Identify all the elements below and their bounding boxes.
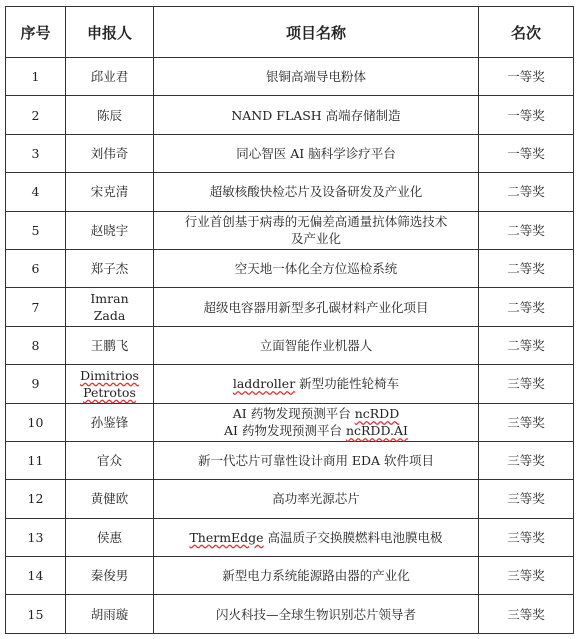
cell-no: 3 <box>6 134 66 172</box>
cell-project: 立面智能作业机器人 <box>154 326 479 364</box>
project-name-part: AI 药物发现预测平台 <box>232 406 355 422</box>
table-row <box>6 288 574 326</box>
cell-applicant: 邱业君 <box>66 58 154 96</box>
cell-rank: 三等奖 <box>479 595 574 633</box>
cell-rank: 一等奖 <box>479 134 574 172</box>
cell-rank: 三等奖 <box>479 403 574 441</box>
cell-no: 2 <box>6 96 66 134</box>
project-line: 及产业化 <box>290 231 341 247</box>
cell-project: 同心智医 AI 脑科学诊疗平台 <box>154 134 479 172</box>
table-row <box>6 211 574 249</box>
cell-rank: 三等奖 <box>479 365 574 403</box>
cell-applicant: 郑子杰 <box>66 249 154 287</box>
cell-rank: 三等奖 <box>479 441 574 479</box>
cell-project: 超级电容器用新型多孔碳材料产业化项目 <box>154 288 479 326</box>
cell-no: 9 <box>6 365 66 403</box>
applicant-line: Imran <box>90 291 129 307</box>
cell-no: 14 <box>6 557 66 595</box>
cell-applicant: 秦俊男 <box>66 557 154 595</box>
header-row <box>6 7 574 58</box>
cell-project <box>154 403 479 441</box>
cell-applicant: 侯惠 <box>66 518 154 556</box>
table-row <box>6 595 574 633</box>
project-name-part: 新型功能性轮椅车 <box>295 376 400 392</box>
award-table <box>5 6 574 634</box>
header-project: 项目名称 <box>154 7 479 58</box>
cell-no: 13 <box>6 518 66 556</box>
cell-rank: 一等奖 <box>479 58 574 96</box>
cell-project <box>154 211 479 249</box>
cell-applicant: 孙鉴锋 <box>66 403 154 441</box>
table-row <box>6 58 574 96</box>
header-rank: 名次 <box>479 7 574 58</box>
cell-rank: 二等奖 <box>479 288 574 326</box>
table-row <box>6 249 574 287</box>
cell-rank: 三等奖 <box>479 480 574 518</box>
project-name-part: laddroller <box>232 376 296 392</box>
cell-applicant: 黄健欧 <box>66 480 154 518</box>
cell-no: 1 <box>6 58 66 96</box>
cell-rank: 三等奖 <box>479 557 574 595</box>
project-line: 行业首创基于病毒的无偏差高通量抗体筛选技术 <box>184 214 448 230</box>
project-name-part: 高温质子交换膜燃料电池膜电极 <box>263 529 443 545</box>
project-name-part: AI 药物发现预测平台 <box>224 423 346 439</box>
cell-applicant <box>66 288 154 326</box>
cell-no: 4 <box>6 173 66 211</box>
table-row <box>6 134 574 172</box>
table-row <box>6 326 574 364</box>
cell-no: 7 <box>6 288 66 326</box>
project-name-part: ncRDD.AI <box>345 423 408 439</box>
cell-rank: 二等奖 <box>479 173 574 211</box>
table-row <box>6 403 574 441</box>
cell-applicant: 宋克清 <box>66 173 154 211</box>
cell-applicant: 官众 <box>66 441 154 479</box>
project-name-part: ThermEdge <box>189 529 264 545</box>
project-name-part: ncRDD <box>354 406 400 422</box>
cell-no: 5 <box>6 211 66 249</box>
table-row <box>6 96 574 134</box>
table-row <box>6 441 574 479</box>
table-row <box>6 480 574 518</box>
cell-no: 6 <box>6 249 66 287</box>
cell-applicant: 胡雨璇 <box>66 595 154 633</box>
cell-project <box>154 518 479 556</box>
cell-no: 8 <box>6 326 66 364</box>
cell-project: 超敏核酸快检芯片及设备研发及产业化 <box>154 173 479 211</box>
cell-no: 12 <box>6 480 66 518</box>
cell-project <box>154 365 479 403</box>
cell-project: 空天地一体化全方位巡检系统 <box>154 249 479 287</box>
cell-project: 新型电力系统能源路由器的产业化 <box>154 557 479 595</box>
applicant-line: Dimitrios <box>80 367 139 383</box>
cell-applicant <box>66 365 154 403</box>
header-applicant: 申报人 <box>66 7 154 58</box>
cell-applicant: 赵晓宇 <box>66 211 154 249</box>
cell-rank: 二等奖 <box>479 211 574 249</box>
header-no: 序号 <box>6 7 66 58</box>
table-row <box>6 365 574 403</box>
cell-applicant: 王鹏飞 <box>66 326 154 364</box>
table-row <box>6 518 574 556</box>
cell-rank: 二等奖 <box>479 326 574 364</box>
cell-project: NAND FLASH 高端存储制造 <box>154 96 479 134</box>
cell-rank: 三等奖 <box>479 518 574 556</box>
table-row <box>6 173 574 211</box>
cell-project: 银铜高端导电粉体 <box>154 58 479 96</box>
cell-no: 11 <box>6 441 66 479</box>
project-line <box>156 422 476 439</box>
project-line <box>156 405 476 422</box>
table-row <box>6 557 574 595</box>
applicant-line: Petrotos <box>83 384 136 400</box>
applicant-line: Zada <box>93 308 126 324</box>
cell-no: 10 <box>6 403 66 441</box>
cell-applicant: 刘伟奇 <box>66 134 154 172</box>
cell-no: 15 <box>6 595 66 633</box>
cell-rank: 一等奖 <box>479 96 574 134</box>
cell-project: 高功率光源芯片 <box>154 480 479 518</box>
cell-rank: 二等奖 <box>479 249 574 287</box>
cell-project: 新一代芯片可靠性设计商用 EDA 软件项目 <box>154 441 479 479</box>
cell-project: 闪火科技—全球生物识别芯片领导者 <box>154 595 479 633</box>
cell-applicant: 陈辰 <box>66 96 154 134</box>
